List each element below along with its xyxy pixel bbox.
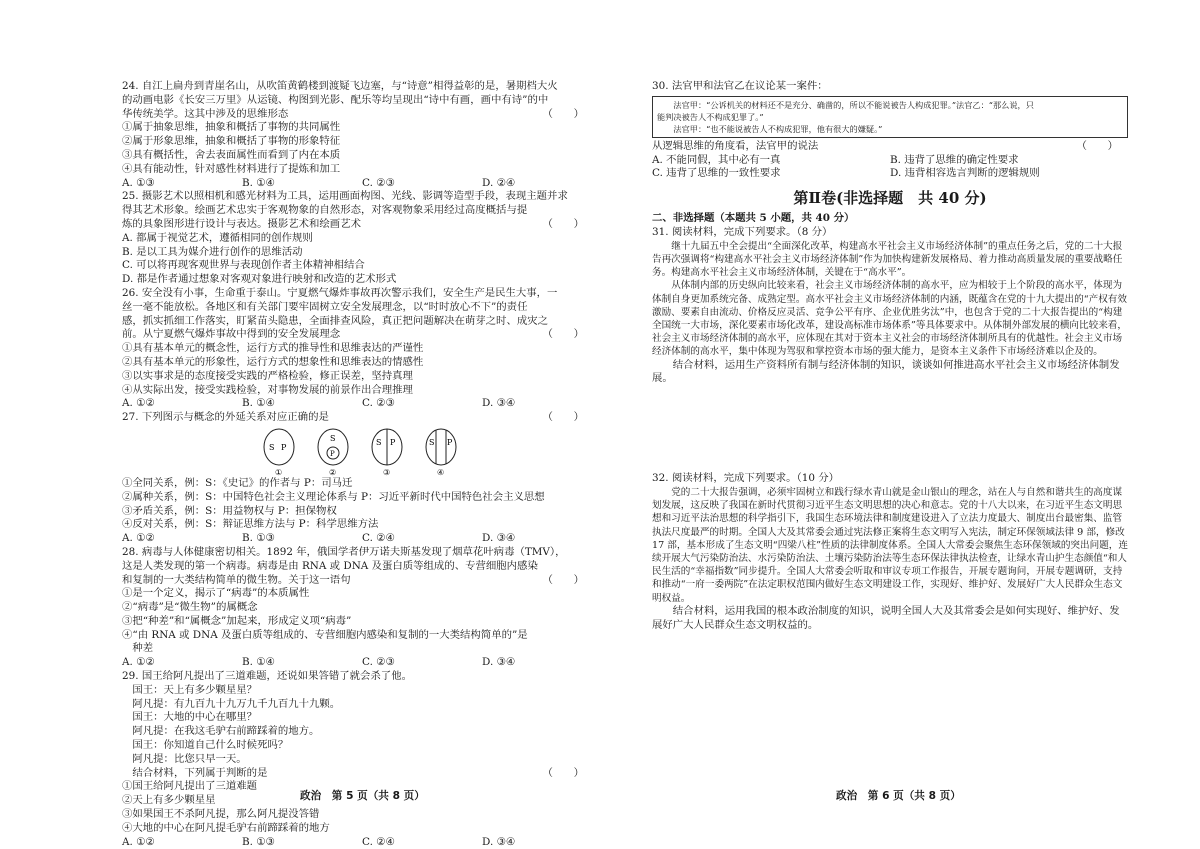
answer-bracket: （ ） — [542, 217, 584, 230]
q24-options — [122, 177, 594, 191]
option-b: B. ①③ — [242, 835, 275, 848]
q29-options — [122, 836, 594, 849]
q26-stem: 前。从宁夏燃气爆炸事故中得到的安全发展理念 — [122, 328, 341, 341]
svg-text:P: P — [281, 442, 287, 452]
option-b: B. ①③ — [242, 532, 275, 545]
q24-stem: 的动画电影《长安三万里》从运镜、构图到光影、配乐等均呈现出“诗中有画，画中有诗”的中 — [122, 93, 549, 106]
question-25 — [122, 190, 594, 287]
box-line: 能判决被告人不构成犯罪了。” — [657, 111, 764, 122]
option-a: A. 不能同假，其中必有一真 — [652, 153, 781, 166]
diagram-4 — [424, 427, 458, 477]
q31-material: 从体制内部的历史纵向比较来看，社会主义市场经济体制的高水平，应为相较于上个阶段的高水平，体现为体制自身更加系统完备、成熟定型。高水平社会主义市场经济体制的内涵，既蕴含在党的十九大提出的“产权有效激励、要素自由流动、价格反应灵活、竞争公平有序、企业优胜劣汰”中，也包含于党的二十大报告提出的“构建全国统一大市场，深化要素市场化改革，建设高标准市场体系”等具体要求中。从体制外部发展的横向比较来看，社会主义市场经济体制的高水平，应体现在其对于资本主义社会的市场经济体制所具有的优越性。社会主义市场经济体制的高水平，集中体现为驾驭和掌控资本市场的强大能力，是资本主义条件下市场经济难以企及的。 — [652, 280, 1127, 358]
case-dialogue-box — [652, 96, 1128, 138]
svg-text:②: ② — [329, 467, 337, 477]
option-d: D. ③④ — [482, 532, 516, 545]
option-d: D. 都是作者通过想象对客观对象进行映射和改造的艺术形式 — [122, 273, 397, 286]
q29-stem: 29. 国王给阿凡提出了三道难题，还说如果答错了就会杀了他。 — [122, 670, 412, 683]
q26-item: ③以实事求是的态度接受实践的严格检验，修正误差，坚持真理 — [122, 369, 413, 382]
answer-bracket: （ ） — [542, 411, 584, 424]
svg-text:S: S — [330, 433, 336, 443]
q32-task: 结合材料，运用我国的根本政治制度的知识，说明全国人大及其常委会是如何实现好、维护好、发展好广大人民群众生态文明权益的。 — [652, 604, 1120, 631]
left-page — [122, 80, 594, 849]
q24-item: ①属于抽象思维，抽象和概括了事物的共同属性 — [122, 121, 341, 134]
option-d: D. ③④ — [482, 835, 516, 848]
page-footer-right: 政治 第 6 页（共 8 页） — [836, 790, 961, 802]
svg-text:④: ④ — [437, 467, 445, 477]
option-a: A. ①② — [122, 656, 155, 669]
q24-stem: 24. 自江上扁舟到青崖名山，从吹笛黄鹤楼到渡疑飞边塞，与“诗意”相得益彰的是，暑期档大火 — [122, 80, 558, 92]
option-c: C. 可以将再现客观世界与表现创作者主体精神相结合 — [122, 259, 365, 272]
option-a: A. ①② — [122, 397, 155, 410]
svg-text:P: P — [447, 437, 453, 447]
dialogue-line: 国王：大地的中心在哪里？ — [132, 711, 258, 724]
answer-space — [652, 386, 1128, 472]
q28-item: ③把“种差”和“属概念”加起来，形成定义项“病毒” — [122, 614, 352, 627]
option-b: B. 是以工具为媒介进行创作的思维活动 — [122, 245, 303, 258]
q25-stem: 25. 摄影艺术以照相机和感光材料为工具，运用画面构图、光线、影调等造型手段，表现主题并求 — [122, 190, 568, 203]
q24-item: ②属于形象思维，抽象和概括了事物的形象特征 — [122, 135, 341, 148]
option-d: D. 违背相容选言判断的逻辑规则 — [890, 167, 1040, 180]
q27-item: ①全同关系，例：S：《史记》的作者与 P：司马迁 — [122, 476, 353, 489]
q29-item: ③如果国王不杀阿凡提，那么阿凡提没答错 — [122, 808, 320, 821]
q30-options — [652, 154, 1128, 182]
q29-stem: 结合材料，下列属于判断的是 — [132, 766, 268, 779]
q26-stem: 感，抓实抓细工作落实，盯紧苗头隐患，全面排查风险，真正把问题解决在萌芽之时、成灾之 — [122, 314, 549, 327]
q32-stem: 32. 阅读材料，完成下列要求。（10 分） — [652, 472, 840, 485]
q26-item: ④从实际出发，接受实践检验，对事物发展的前景作出合理推理 — [122, 383, 413, 396]
q29-item: ①国王给阿凡提出了三道难题 — [122, 780, 258, 793]
q26-item: ①具有基本单元的概念性，运行方式的推导性和思维表达的严谨性 — [122, 342, 424, 355]
option-c: C. ②③ — [362, 176, 395, 189]
answer-bracket: （ ） — [1076, 139, 1118, 152]
q27-stem: 27. 下列图示与概念的外延关系对应正确的是 — [122, 411, 329, 424]
diagram-2 — [316, 427, 350, 477]
q28-item: ②“病毒”是“微生物”的属概念 — [122, 601, 258, 614]
q26-stem: 丝一毫不能放松。各地区和有关部门要牢固树立安全发展理念，以“时时放心不下”的责任 — [122, 300, 528, 313]
answer-bracket: （ ） — [542, 328, 584, 341]
svg-text:①: ① — [275, 467, 283, 477]
q27-item: ③矛盾关系，例：S：用益物权与 P：担保物权 — [122, 504, 337, 517]
option-c: C. ②③ — [362, 397, 395, 410]
option-d: D. ③④ — [482, 656, 516, 669]
q26-item: ②具有基本单元的形象性，运行方式的想象性和思维表达的情感性 — [122, 355, 424, 368]
option-c: C. ②④ — [362, 835, 395, 848]
diagram-1 — [262, 427, 296, 477]
option-c: C. ②④ — [362, 532, 395, 545]
diagram-3 — [370, 427, 404, 477]
q28-stem: 和复制的一大类结构简单的微生物。关于这一语句 — [122, 573, 351, 586]
q29-item: ④大地的中心在阿凡提毛驴右前蹄踩着的地方 — [122, 821, 330, 834]
option-c: C. ②③ — [362, 656, 395, 669]
question-32 — [652, 472, 1128, 632]
box-line: 法官甲：“公诉机关的材料还不是充分、确凿的，所以不能说被告人构成犯罪。”法官乙：“那么说，只 — [673, 99, 1034, 110]
section-subtitle: 二、非选择题（本题共 5 小题，共 40 分） — [652, 212, 855, 225]
q29-item: ②天上有多少颗星星 — [122, 794, 216, 807]
question-30 — [652, 80, 1128, 181]
page-footer-left: 政治 第 5 页（共 8 页） — [300, 790, 425, 802]
euler-diagrams — [262, 427, 594, 477]
answer-bracket: （ ） — [542, 766, 584, 779]
q26-stem: 26. 安全没有小事，生命重于泰山。宁夏燃气爆炸事故再次警示我们，安全生产是民生大事，一 — [122, 286, 558, 299]
q28-item: ①是一个定义，揭示了“病毒”的本质属性 — [122, 587, 310, 600]
svg-text:③: ③ — [383, 467, 391, 477]
q31-stem: 31. 阅读材料，完成下列要求。（8 分） — [652, 225, 833, 238]
q27-item: ②属种关系，例：S：中国特色社会主义理论体系与 P：习近平新时代中国特色社会主义思想 — [122, 490, 545, 503]
q27-options — [122, 532, 594, 546]
svg-text:S: S — [429, 437, 435, 447]
option-a: A. ①③ — [122, 176, 155, 189]
dialogue-line: 国王：天上有多少颗星星？ — [132, 683, 258, 696]
q31-material: 继十九届五中全会提出“全面深化改革，构建高水平社会主义市场经济体制”的重点任务之后，党的二十大报告再次强调将“构建高水平社会主义市场经济体制”作为加快构建新发展格局、着力推动高质量发展的重要战略任务。构建高水平社会主义市场经济体制，关键在于“高水平”。 — [652, 240, 1123, 279]
svg-text:S: S — [269, 442, 275, 452]
option-a: A. 都属于视觉艺术，遵循相同的创作规则 — [122, 231, 313, 244]
section-title: 第Ⅱ卷(非选择题 共 40 分) — [793, 189, 987, 208]
q28-item: ④“由 RNA 或 DNA 及蛋白质等组成的、专营细胞内感染和复制的一大类结构简单的”是 — [122, 628, 528, 641]
q24-stem: 华传统美学。这其中涉及的思维形态 — [122, 107, 289, 120]
option-a: A. ①② — [122, 835, 155, 848]
q26-options — [122, 397, 594, 411]
option-b: B. ①④ — [242, 397, 275, 410]
option-b: B. ①④ — [242, 656, 275, 669]
q25-stem: 得其艺术形象。绘画艺术忠实于客观物象的自然形态，对客观物象采用经过高度概括与提 — [122, 204, 528, 217]
option-a: A. ①② — [122, 532, 155, 545]
option-d: D. ③④ — [482, 397, 516, 410]
q30-stem: 30. 法官甲和法官乙在议论某一案件： — [652, 80, 828, 92]
q32-material: 党的二十大报告强调，必须牢固树立和践行绿水青山就是金山银山的理念，站在人与自然和谐共生的高度谋划发展，这反映了我国在新时代贯彻习近平生态文明思想的决心和意志。党的十八大以来，在习近平生态文明思想和习近平法治思想的科学指引下，我国生态环境法律和制度建设进入了立法力度最大、制度出台最密集、监管执法尺度最严的时期。全国人大及其常委会通过宪法修正案将生态文明写入宪法，制定环保领域法律 9 部，修改 17 部，基本形成了生态文明“四梁八柱”性质的法律制度体系。全国人大常委会聚焦生态环保领域的突出问题，连续开展大气污染防治法、水污染防治法、土壤污染防治法等生态环保法律执法检查，让绿水青山护生态颜值“和人民生活的“幸福指数”同步提升。全国人大常委会听取和审议专项工作报告，开展专题询问，开展专题调研，支持和推动“一府一委两院”在法定职权范围内做好生态文明建设工作，实现好、维护好、发展好广大人民群众生态文明权益。 — [652, 487, 1128, 604]
q28-options — [122, 656, 594, 670]
q28-stem: 28. 病毒与人体健康密切相关。1892 年，俄国学者伊万诺夫斯基发现了烟草花叶病毒（TMV）， — [122, 545, 566, 558]
q28-stem: 这是人类发现的第一个病毒。病毒是由 RNA 或 DNA 及蛋白质等组成的、专营细胞内感染 — [122, 559, 538, 572]
dialogue-line: 阿凡提：比您只早一天。 — [132, 752, 247, 765]
svg-text:P: P — [390, 437, 396, 447]
box-line: 法官甲：“也不能说被告人不构成犯罪，他有很大的嫌疑。” — [673, 123, 883, 134]
q24-item: ④具有能动性，针对感性材料进行了提炼和加工 — [122, 162, 341, 175]
q25-stem: 炼的具象图形进行设计与表达。摄影艺术和绘画艺术 — [122, 217, 361, 230]
q31-task: 结合材料，运用生产资料所有制与经济体制的知识，谈谈如何推进高水平社会主义市场经济体制发展。 — [652, 358, 1120, 385]
answer-bracket: （ ） — [542, 107, 584, 120]
q24-item: ③具有概括性，舍去表面属性而看到了内在本质 — [122, 148, 341, 161]
q30-stem: 从逻辑思维的角度看，法官甲的说法 — [652, 139, 819, 152]
dialogue-line: 阿凡提：在我这毛驴右前蹄踩着的地方。 — [132, 725, 320, 738]
question-26 — [122, 287, 594, 411]
option-d: D. ②④ — [482, 176, 516, 189]
right-page — [652, 80, 1128, 632]
q27-item: ④反对关系，例：S：辩证思维方法与 P：科学思维方法 — [122, 518, 379, 531]
q28-item: 种差 — [132, 642, 154, 655]
dialogue-line: 国王：你知道自己什么时候死吗？ — [132, 739, 289, 752]
question-31 — [652, 226, 1128, 386]
option-b: B. 违背了思维的确定性要求 — [890, 153, 1019, 166]
option-b: B. ①④ — [242, 176, 275, 189]
question-27 — [122, 411, 594, 546]
dialogue-line: 阿凡提：有九百九十九万九千九百九十九颗。 — [132, 697, 341, 710]
question-29 — [122, 670, 594, 849]
question-28 — [122, 546, 594, 670]
option-c: C. 违背了思维的一致性要求 — [652, 167, 781, 180]
question-24 — [122, 80, 594, 190]
svg-text:S: S — [376, 437, 382, 447]
answer-bracket: （ ） — [542, 573, 584, 586]
svg-text:P: P — [330, 449, 335, 458]
